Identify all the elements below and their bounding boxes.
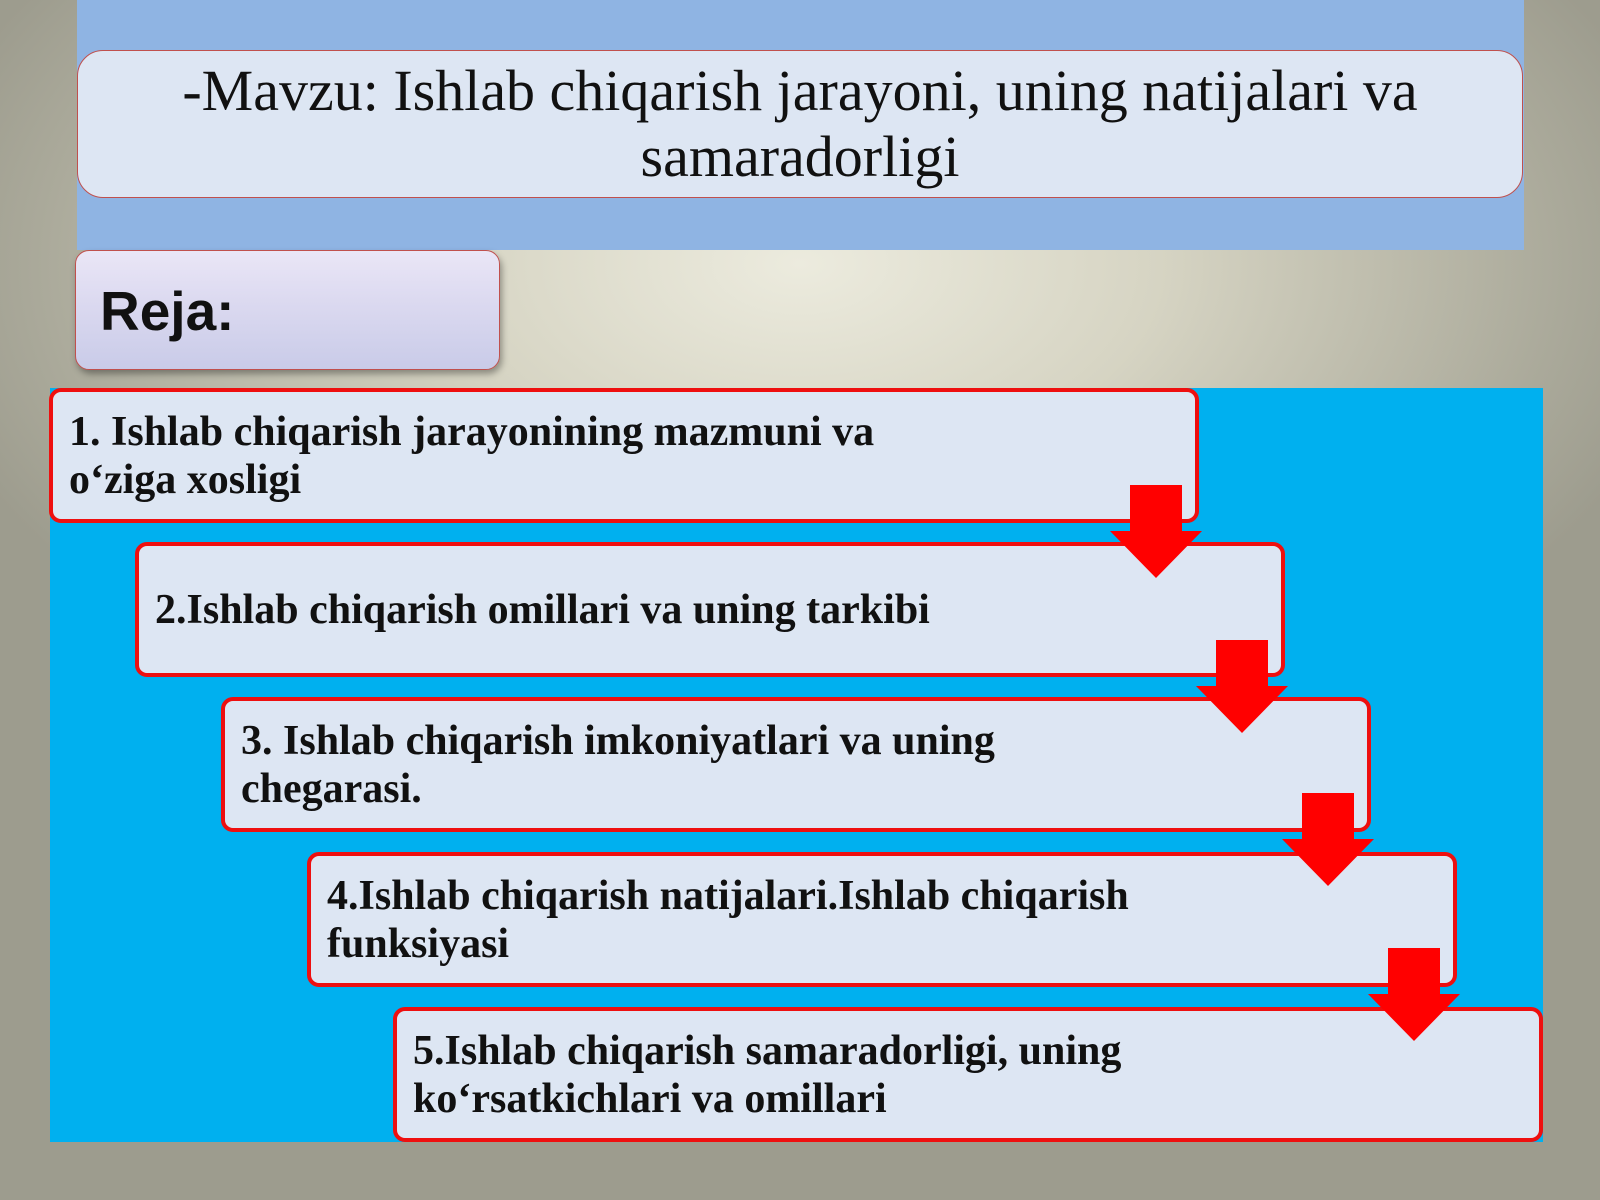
plan-item-text: 1. Ishlab chiqarish jarayonining mazmuni va o‘ziga xosligi <box>69 408 875 503</box>
down-arrow-icon <box>1368 948 1460 1041</box>
plan-item-text: 5.Ishlab chiqarish samaradorligi, uning ko‘rsatkichlari va omillari <box>413 1027 1122 1122</box>
down-arrow-icon <box>1282 793 1374 886</box>
plan-item-1 <box>49 388 1199 523</box>
plan-item-text: 3. Ishlab chiqarish imkoniyatlari va uning chegarasi. <box>241 717 995 812</box>
down-arrow-icon <box>1196 640 1288 733</box>
plan-item-text: 2.Ishlab chiqarish omillari va uning tarkibi <box>155 586 930 633</box>
down-arrow-icon <box>1110 485 1202 578</box>
plan-item-text: 4.Ishlab chiqarish natijalari.Ishlab chiqarish funksiyasi <box>327 872 1129 967</box>
slide-title: -Mavzu: Ishlab chiqarish jarayoni, uning natijalari va samaradorligi <box>182 58 1418 189</box>
plan-heading: Reja: <box>100 280 235 342</box>
title-box <box>77 50 1523 198</box>
plan-heading-box <box>75 250 500 370</box>
